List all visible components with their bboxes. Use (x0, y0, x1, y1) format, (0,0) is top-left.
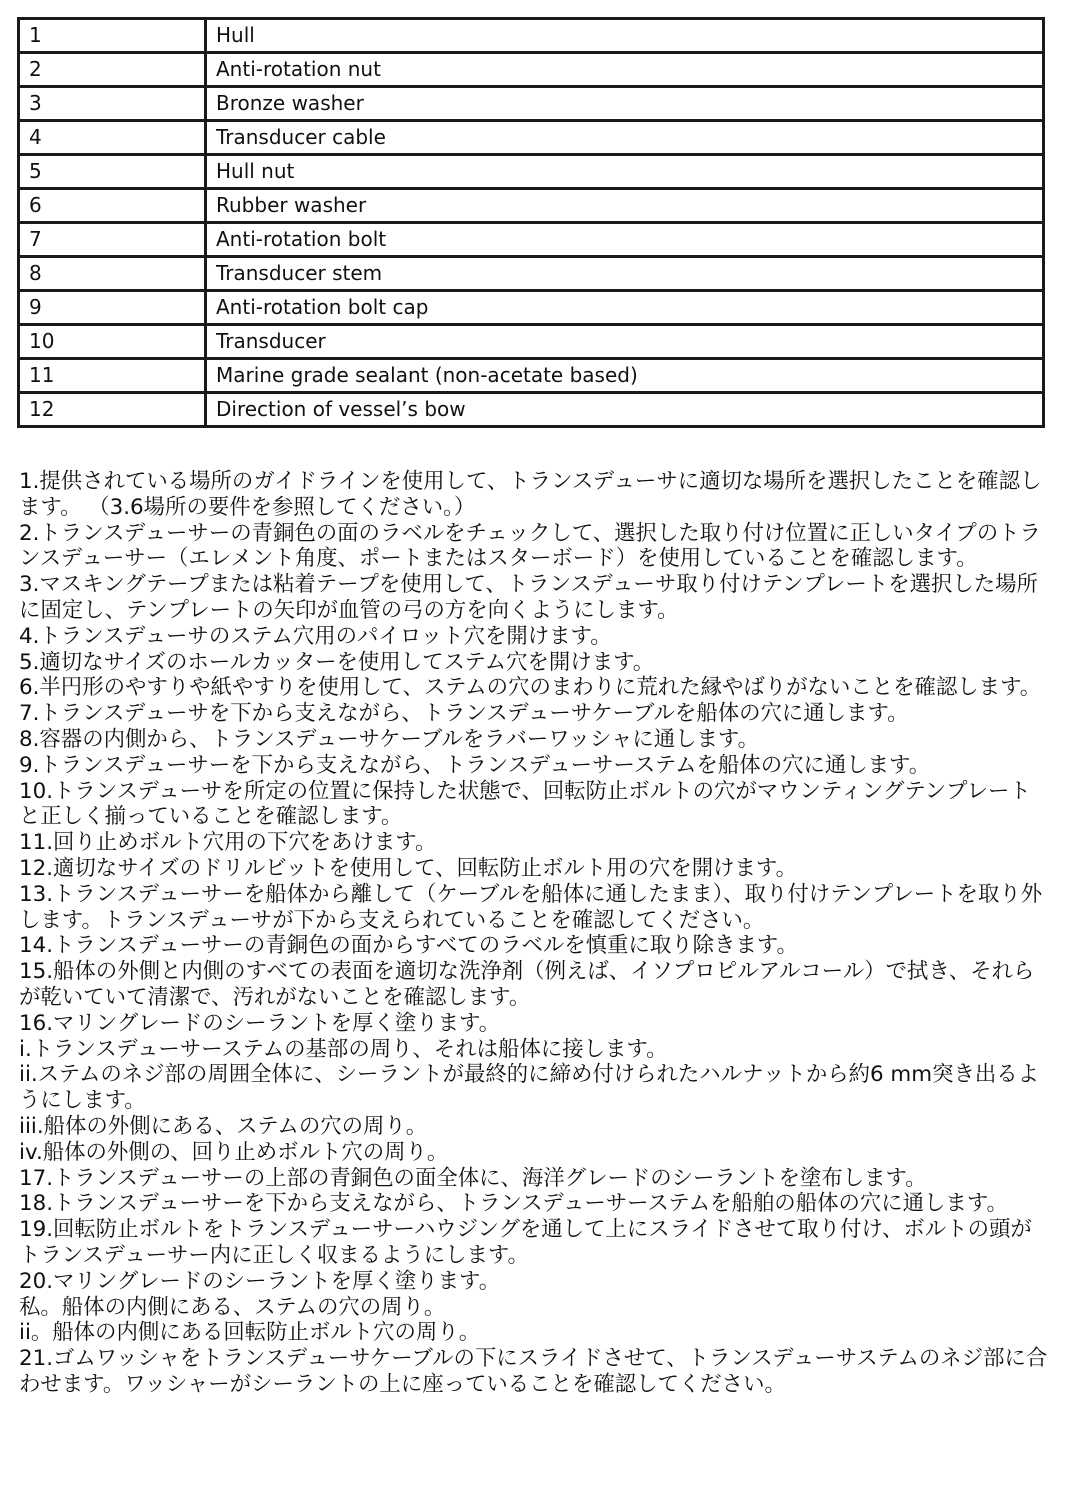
step-text: 6.半円形のやすりや紙やすりを使用して、ステムの穴のまわりに荒れた縁やばりがないことを確認します。 (19, 675, 1042, 701)
part-label: Hull nut (206, 155, 1044, 189)
part-label: Rubber washer (206, 189, 1044, 223)
table-row (19, 87, 1044, 121)
part-number: 4 (19, 121, 206, 155)
table-row (19, 53, 1044, 87)
step-text: 15.船体の外側と内側のすべての表面を適切な洗浄剤（例えば、イソプロピルアルコール）で拭き、それらが乾いていて清潔で、汚れがないことを確認します。 (19, 959, 1035, 1010)
step-text: 3.マスキングテープまたは粘着テープを使用して、トランスデューサ取り付けテンプレートを選択した場所に固定し、テンプレートの矢印が血管の弓の方を向くようにします。 (19, 572, 1038, 623)
part-number: 3 (19, 87, 206, 121)
step-text: 21.ゴムワッシャをトランスデューサケーブルの下にスライドさせて、トランスデューサステムのネジ部に合わせます。ワッシャーがシーラントの上に座っていることを確認してください。 (19, 1346, 1048, 1397)
step-text: 8.容器の内側から、トランスデューサケーブルをラバーワッシャに通します。 (19, 726, 759, 752)
step-text: 17.トランスデューサーの上部の青銅色の面全体に、海洋グレードのシーラントを塗布します。 (19, 1165, 927, 1191)
step-text: 2.トランスデューサーの青銅色の面のラベルをチェックして、選択した取り付け位置に正しいタイプのトランスデューサー（エレメント角度、ポートまたはスターボード）を使用していることを確認します。 (19, 520, 1041, 572)
part-label: Transducer cable (206, 121, 1044, 155)
table-row (19, 291, 1044, 325)
table-row (19, 393, 1044, 427)
part-label: Transducer (206, 325, 1044, 359)
part-number: 7 (19, 223, 206, 257)
parts-table (17, 17, 1045, 428)
part-label: Anti-rotation bolt cap (206, 291, 1044, 325)
part-number: 10 (19, 325, 206, 359)
part-label: Bronze washer (206, 87, 1044, 121)
part-number: 11 (19, 359, 206, 393)
step-text: 私。船体の内側にある、ステムの穴の周り。 (19, 1294, 446, 1320)
part-number: 5 (19, 155, 206, 189)
part-label: Hull (206, 19, 1044, 53)
step-text: i.トランスデューサーステムの基部の周り、それは船体に接します。 (19, 1036, 668, 1062)
step-text: 4.トランスデューサのステム穴用のパイロット穴を開けます。 (19, 623, 612, 649)
table-row (19, 223, 1044, 257)
step-text: 14.トランスデューサーの青銅色の面からすべてのラベルを慎重に取り除きます。 (19, 933, 798, 959)
table-row (19, 155, 1044, 189)
step-text: 11.回り止めボルト穴用の下穴をあけます。 (19, 830, 437, 856)
step-text: 13.トランスデューサーを船体から離して（ケーブルを船体に通したまま）、取り付けテンプレートを取り外します。トランスデューサが下から支えられていることを確認してください。 (19, 881, 1043, 933)
step-text: 12.適切なサイズのドリルビットを使用して、回転防止ボルト用の穴を開けます。 (19, 855, 797, 881)
step-text: 10.トランスデューサを所定の位置に保持した状態で、回転防止ボルトの穴がマウンティングテンプレートと正しく揃っていることを確認します。 (19, 778, 1031, 830)
step-text: iv.船体の外側の、回り止めボルト穴の周り。 (19, 1139, 449, 1165)
table-row (19, 325, 1044, 359)
part-number: 8 (19, 257, 206, 291)
part-label: Marine grade sealant (non-acetate based) (206, 359, 1044, 393)
part-label: Transducer stem (206, 257, 1044, 291)
part-number: 12 (19, 393, 206, 427)
installation-steps (19, 469, 1049, 1398)
step-text: 7.トランスデューサを下から支えながら、トランスデューサケーブルを船体の穴に通します。 (19, 701, 909, 727)
part-label: Anti-rotation nut (206, 53, 1044, 87)
part-number: 1 (19, 19, 206, 53)
part-label: Direction of vessel’s bow (206, 393, 1044, 427)
table-row (19, 189, 1044, 223)
step-text: 1.提供されている場所のガイドラインを使用して、トランスデューサに適切な場所を選択したことを確認します。 （3.6場所の要件を参照してください。） (19, 469, 1042, 520)
part-number: 9 (19, 291, 206, 325)
step-text: 16.マリングレードのシーラントを厚く塗ります。 (19, 1010, 501, 1036)
step-text: 18.トランスデューサーを下から支えながら、トランスデューサーステムを船舶の船体の穴に通します。 (19, 1191, 1008, 1217)
part-number: 6 (19, 189, 206, 223)
step-text: ii。船体の内側にある回転防止ボルト穴の周り。 (19, 1320, 481, 1346)
part-label: Anti-rotation bolt (206, 223, 1044, 257)
step-text: iii.船体の外側にある、ステムの穴の周り。 (19, 1113, 428, 1139)
table-row (19, 19, 1044, 53)
part-number: 2 (19, 53, 206, 87)
table-row (19, 121, 1044, 155)
table-row (19, 257, 1044, 291)
step-text: 9.トランスデューサーを下から支えながら、トランスデューサーステムを船体の穴に通します。 (19, 752, 931, 778)
step-text: 5.適切なサイズのホールカッターを使用してステム穴を開けます。 (19, 649, 655, 675)
table-row (19, 359, 1044, 393)
step-text: 19.回転防止ボルトをトランスデューサーハウジングを通して上にスライドさせて取り付け、ボルトの頭がトランスデューサー内に正しく収まるようにします。 (19, 1217, 1032, 1268)
step-text: 20.マリングレードのシーラントを厚く塗ります。 (19, 1268, 501, 1294)
step-text: ii.ステムのネジ部の周囲全体に、シーラントが最終的に締め付けられたハルナットから約6 mm突き出るようにします。 (19, 1062, 1040, 1114)
